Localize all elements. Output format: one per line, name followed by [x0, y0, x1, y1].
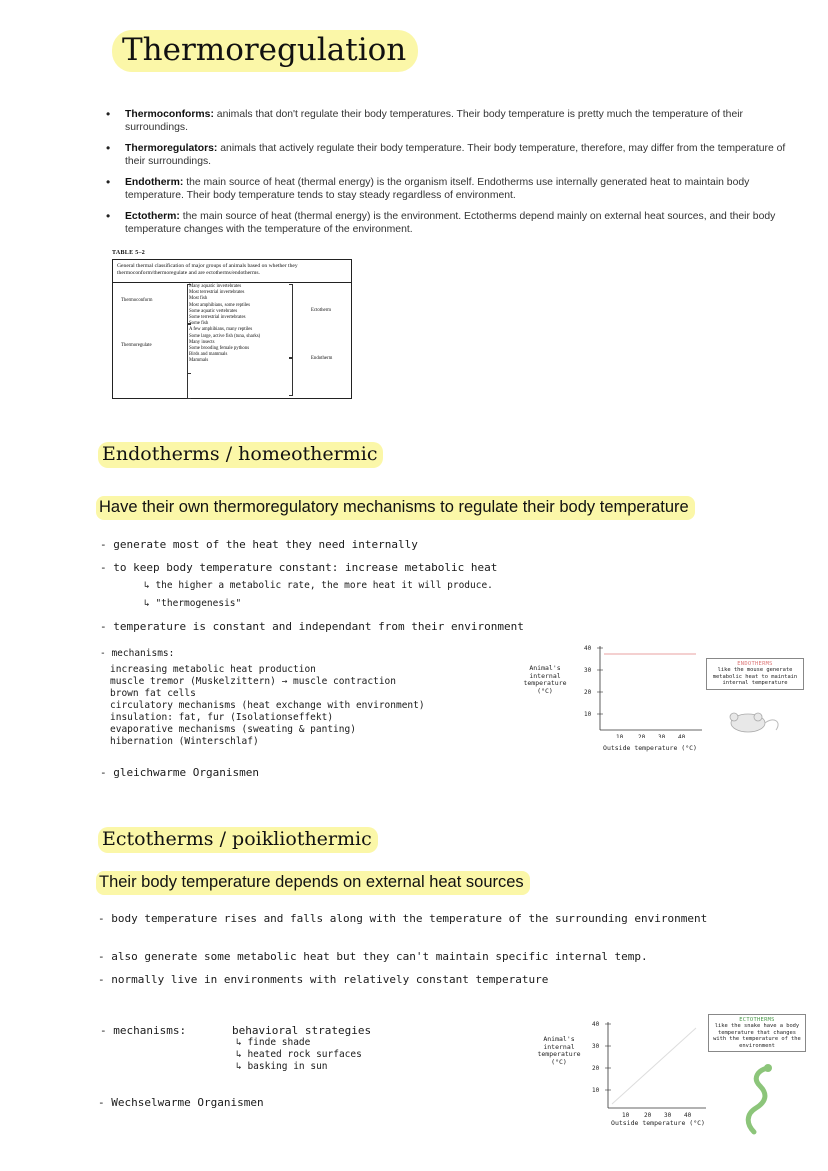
svg-text:30: 30 — [584, 667, 592, 674]
note-line: - generate most of the heat they need internally — [100, 538, 418, 551]
svg-text:10: 10 — [622, 1112, 630, 1118]
classification-table — [112, 250, 352, 399]
ectotherm-label: Ectotherm — [311, 308, 331, 313]
german-term: - gleichwarme Organismen — [100, 766, 259, 779]
definition-item: • Thermoconforms: animals that don't regulate their body temperatures. Their body temperature is pretty much the temperature of their surroundings. — [104, 108, 804, 134]
mouse-icon — [724, 708, 788, 736]
page-title: Thermoregulation — [112, 30, 418, 72]
german-term: - Wechselwarme Organismen — [98, 1096, 264, 1109]
svg-text:20: 20 — [592, 1065, 600, 1072]
ectotherms-heading: Ectotherms / poikliothermic — [98, 827, 378, 853]
note-line: - temperature is constant and independant from their environment — [100, 620, 524, 633]
svg-text:20: 20 — [644, 1112, 652, 1118]
bracket — [289, 358, 293, 396]
note-line: - mechanisms: — [100, 648, 175, 659]
graph-ylabel: Animal's internal temperature (°C) — [523, 664, 567, 695]
svg-text:40: 40 — [678, 734, 686, 738]
svg-text:20: 20 — [584, 689, 592, 696]
svg-text:10: 10 — [584, 711, 592, 718]
svg-text:40: 40 — [592, 1021, 600, 1028]
endotherm-note: ENDOTHERMS like the mouse generate metabolic heat to maintain internal temperature — [706, 658, 804, 690]
snake-icon — [740, 1062, 780, 1136]
ectotherm-mechanisms: behavioral strategies ↳ finde shade ↳ heated rock surfaces ↳ basking in sun — [232, 1024, 372, 1072]
row-label-thermoregulate: Thermoregulate — [121, 343, 152, 348]
svg-text:30: 30 — [664, 1112, 672, 1118]
endotherm-mechanisms: increasing metabolic heat production muscle tremor (Muskelzittern) → muscle contraction brown fat cells circulatory mechanisms (heat exchange with environment) insulation: fat, fur (Isolationseffekt) evaporative mechanisms (sweating & panting) hibernation (Winterschlaf) — [110, 664, 425, 747]
endotherms-heading: Endotherms / homeothermic — [98, 442, 383, 468]
graph-ylabel: Animal's internal temperature (°C) — [537, 1035, 581, 1066]
svg-text:40: 40 — [684, 1112, 692, 1118]
ectotherms-subheading: Their body temperature depends on external heat sources — [96, 871, 530, 895]
bracket — [187, 284, 191, 324]
definition-item: • Thermoregulators: animals that actively regulate their body temperature. Their body temperature, therefore, may differ from the temperature of their surroundings. — [104, 142, 804, 168]
table-box — [112, 259, 352, 399]
definition-item: • Endotherm: the main source of heat (thermal energy) is the organism itself. Endotherms use internally generated heat to maintain body temperature. Their body temperature tends to stay steady regardless of environment. — [104, 176, 804, 202]
note-line: - to keep body temperature constant: increase metabolic heat — [100, 561, 498, 574]
definition-list — [104, 108, 804, 244]
svg-text:10: 10 — [592, 1087, 600, 1094]
definition-item: • Ectotherm: the main source of heat (thermal energy) is the environment. Ectotherms depend mainly on external heat sources, and their body temperature changes with the temperature of the environment. — [104, 210, 804, 236]
svg-text:20: 20 — [638, 734, 646, 738]
mechanisms-label: - mechanisms: — [100, 1024, 187, 1037]
bracket — [289, 284, 293, 358]
note-line: ↳ "thermogenesis" — [144, 598, 242, 609]
endotherms-subheading: Have their own thermoregulatory mechanisms to regulate their body temperature — [96, 496, 695, 520]
svg-text:30: 30 — [592, 1043, 600, 1050]
note-line: - body temperature rises and falls along with the temperature of the surrounding environment — [98, 912, 708, 925]
table-caption: General thermal classification of major groups of animals based on whether they thermoconform/thermoregulate and are ectotherms/endotherms. — [113, 260, 351, 283]
svg-text:30: 30 — [658, 734, 666, 738]
note-line: - also generate some metabolic heat but they can't maintain specific internal temp. — [98, 950, 648, 963]
animal-group-list: Many aquatic invertebrates Most terrestrial invertebrates Most fish Most amphibians, some reptiles Some aquatic vertebrates Some terrestrial invertebrates Some fish A few amphibians, many reptiles Some large, active fish (tuna, sharks) Many insects Some brooding female pythons Birds and mammals Mammals — [189, 284, 261, 364]
graph-xlabel: Outside temperature (°C) — [611, 1119, 705, 1127]
svg-text:40: 40 — [584, 645, 592, 652]
endotherm-label: Endotherm — [311, 356, 333, 361]
bracket — [187, 373, 191, 399]
bracket — [187, 324, 191, 374]
endotherm-graph — [578, 642, 706, 738]
svg-text:10: 10 — [616, 734, 624, 738]
note-line: ↳ the higher a metabolic rate, the more heat it will produce. — [144, 580, 493, 591]
graph-xlabel: Outside temperature (°C) — [603, 744, 697, 752]
note-line: - normally live in environments with relatively constant temperature — [98, 973, 549, 986]
row-label-thermoconform: Thermoconform — [121, 298, 153, 303]
ectotherm-note: ECTOTHERMS like the snake have a body temperature that changes with the temperature of the environment — [708, 1014, 806, 1052]
ectotherm-graph — [586, 1018, 710, 1118]
table-label: TABLE 5–2 — [112, 250, 146, 256]
